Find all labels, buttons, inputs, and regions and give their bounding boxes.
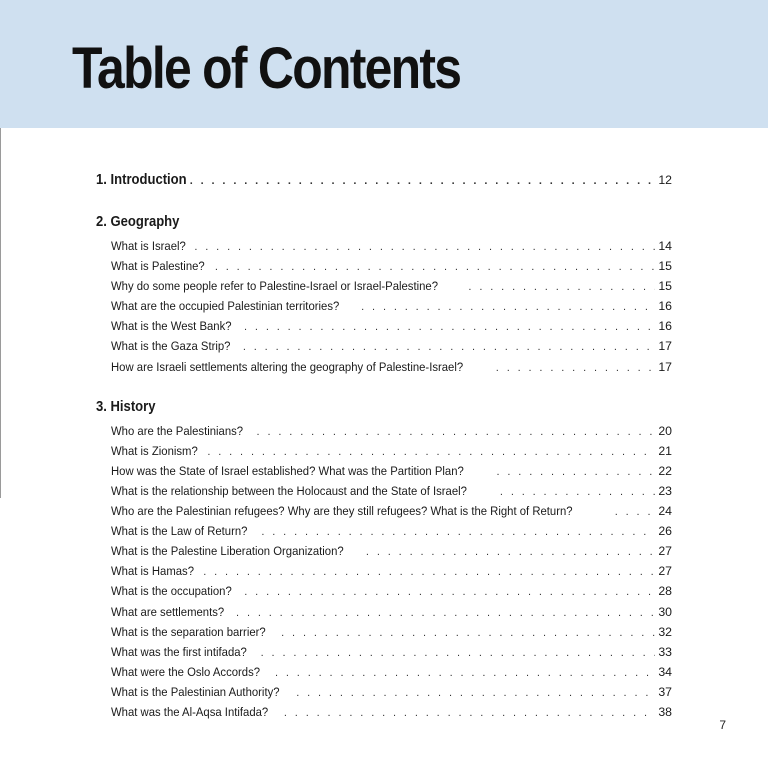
dot-leader: [261, 522, 655, 542]
dot-leader: [361, 297, 655, 317]
toc-entry-page-number: 27: [658, 564, 672, 579]
toc-entry-label: What are settlements?: [111, 604, 225, 619]
toc-entry[interactable]: [96, 662, 672, 682]
table-of-contents: [96, 168, 672, 722]
toc-entry[interactable]: [96, 316, 672, 336]
toc-entry-page-number: 34: [658, 664, 672, 679]
dot-leader: [615, 502, 655, 522]
toc-entry-page-number: 26: [658, 524, 672, 539]
dot-leader: [236, 603, 655, 623]
toc-entry[interactable]: [96, 682, 672, 702]
toc-entry[interactable]: [96, 702, 672, 722]
left-margin-rule: [0, 128, 1, 498]
dot-leader: [244, 317, 655, 337]
dot-leader: [194, 237, 655, 257]
dot-leader: [284, 703, 655, 723]
toc-entry-label: What is Israel?: [111, 239, 186, 253]
page-title: Table of Contents: [72, 36, 461, 101]
dot-leader: [496, 358, 655, 378]
toc-section: [96, 168, 672, 192]
toc-entry-label: What is Palestine?: [111, 259, 205, 274]
toc-entry-label: What was the first intifada?: [111, 644, 247, 659]
toc-entry-page-number: 28: [658, 584, 672, 599]
section-heading[interactable]: [96, 395, 672, 419]
toc-entry-page-number: 15: [658, 279, 672, 294]
dot-leader: [215, 257, 655, 277]
dot-leader: [275, 663, 655, 683]
toc-entry[interactable]: [96, 276, 672, 296]
toc-entry-label: How are Israeli settlements altering the geography of Palestine-Israel?: [111, 359, 464, 374]
toc-entry-label: What were the Oslo Accords?: [111, 664, 261, 679]
toc-entry-page-number: 21: [658, 443, 672, 458]
toc-entry-page-number: 16: [658, 319, 672, 334]
toc-entry-label: What is the Law of Return?: [111, 524, 248, 539]
toc-entry-page-number: 22: [658, 463, 672, 478]
toc-entry-page-number: 27: [658, 544, 672, 559]
toc-entry-page-number: 33: [658, 644, 672, 659]
toc-entry[interactable]: [96, 256, 672, 276]
section-gap: [96, 192, 672, 210]
toc-entry-label: What is the West Bank?: [111, 319, 232, 334]
dot-leader: [468, 277, 655, 297]
toc-entry-label: What are the occupied Palestinian territories?: [111, 299, 340, 314]
toc-entry[interactable]: [96, 441, 672, 461]
dot-leader: [203, 562, 655, 582]
toc-entry-page-number: 30: [658, 604, 672, 619]
toc-entry[interactable]: [96, 501, 672, 521]
toc-entry-label: What is Zionism?: [111, 443, 198, 458]
toc-entry[interactable]: [96, 602, 672, 622]
toc-entry[interactable]: [96, 622, 672, 642]
toc-entry-page-number: 20: [658, 423, 672, 438]
dot-leader: [244, 582, 655, 602]
toc-entry-label: How was the State of Israel established? What was the Partition Plan?: [111, 463, 464, 478]
toc-entry[interactable]: [96, 421, 672, 441]
dot-leader: [190, 169, 655, 193]
toc-entry-label: What is the Palestinian Authority?: [111, 684, 280, 699]
toc-entry-label: Who are the Palestinians?: [111, 423, 244, 438]
toc-entry-page-number: 15: [658, 259, 672, 274]
toc-entry[interactable]: [96, 581, 672, 601]
section-heading-label: 3. History: [96, 398, 156, 415]
dot-leader: [257, 422, 655, 442]
entry-list: [96, 236, 672, 377]
toc-entry[interactable]: [96, 642, 672, 662]
toc-entry-label: What is the relationship between the Holocaust and the State of Israel?: [111, 483, 467, 498]
dot-leader: [366, 542, 655, 562]
toc-entry-label: What is the occupation?: [111, 584, 232, 599]
section-heading-label: 2. Geography: [96, 214, 180, 230]
toc-entry-label: What was the Al-Aqsa Intifada?: [111, 704, 269, 719]
toc-entry-page-number: 23: [658, 483, 672, 498]
page-number: 7: [719, 718, 726, 732]
toc-section: [96, 210, 672, 377]
toc-entry-page-number: 16: [658, 299, 672, 314]
toc-entry-label: What is the separation barrier?: [111, 624, 266, 639]
toc-entry[interactable]: [96, 521, 672, 541]
toc-entry-label: What is the Palestine Liberation Organization?: [111, 544, 344, 559]
toc-entry-page-number: 24: [658, 504, 672, 519]
section-heading[interactable]: [96, 210, 672, 234]
toc-section: [96, 395, 672, 722]
toc-entry-label: What is Hamas?: [111, 564, 195, 579]
section-gap: [96, 377, 672, 395]
toc-entry[interactable]: [96, 296, 672, 316]
dot-leader: [500, 482, 655, 502]
dot-leader: [243, 337, 655, 357]
section-page-number: 12: [658, 173, 672, 187]
dot-leader: [281, 623, 655, 643]
entry-list: [96, 421, 672, 722]
dot-leader: [207, 442, 655, 462]
toc-entry[interactable]: [96, 561, 672, 581]
dot-leader: [296, 683, 655, 703]
toc-entry-label: Why do some people refer to Palestine-Israel or Israel-Palestine?: [111, 279, 438, 294]
toc-entry[interactable]: [96, 336, 672, 356]
toc-entry-page-number: 14: [658, 239, 672, 253]
dot-leader: [496, 462, 655, 482]
toc-entry-page-number: 37: [658, 684, 672, 699]
dot-leader: [261, 643, 655, 663]
toc-entry-page-number: 17: [658, 359, 672, 374]
toc-entry[interactable]: [96, 236, 672, 256]
toc-entry-page-number: 32: [658, 624, 672, 639]
section-heading-label: 1. Introduction: [96, 172, 187, 188]
toc-entry-label: Who are the Palestinian refugees? Why are they still refugees? What is the Right of Return?: [111, 504, 573, 519]
toc-entry[interactable]: [96, 481, 672, 501]
toc-entry-page-number: 17: [658, 339, 672, 354]
toc-entry-page-number: 38: [658, 704, 672, 719]
toc-entry[interactable]: [96, 461, 672, 481]
toc-entry-label: What is the Gaza Strip?: [111, 339, 231, 354]
toc-entry[interactable]: [96, 357, 672, 377]
toc-entry[interactable]: [96, 541, 672, 561]
section-heading[interactable]: [96, 168, 672, 192]
